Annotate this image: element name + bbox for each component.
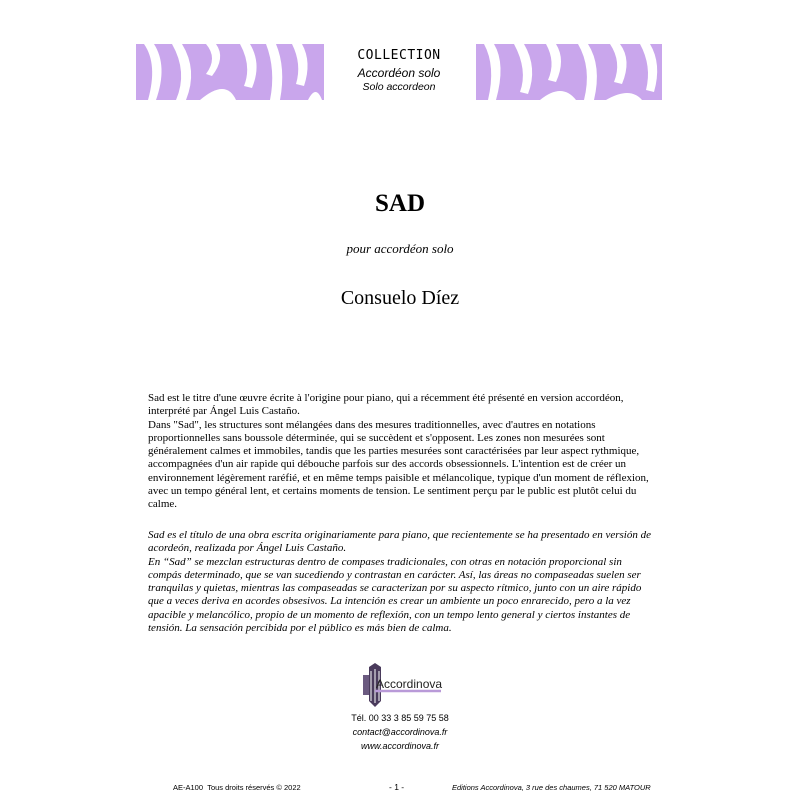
composer-name: Consuelo Díez <box>340 287 460 309</box>
rights-notice: Tous droits réservés © 2022 <box>207 783 301 792</box>
banner-text <box>324 48 474 98</box>
description-paragraph: Sad est le titre d'une œuvre écrite à l'origine pour piano, qui a récemment été présenté en version accordéon, interprété par Ángel Luis Castaño. <box>148 392 624 418</box>
collection-name-en: Solo accordeon <box>362 81 436 93</box>
description-french <box>148 392 658 512</box>
publisher-website[interactable]: www.accordinova.fr <box>360 741 440 751</box>
footer-left <box>173 783 301 792</box>
collection-label: COLLECTION <box>357 48 441 63</box>
description-paragraph: Dans "Sad", les structures sont mélangées dans des mesures traditionnelles, avec d'autres en notations proportionnelles sans boussole déterminée, qui se succèdent et s'opposent. Les zones non mesurées sont généralement calmes et immobiles, tandis que les parties mesurées sont caractérisées par leur aspect rythmique, accompagnées d'un air rapide qui débouche parfois sur des accords obsessionnels. L'intention est de créer un environnement légèrement raréfié, et en même temps paisible et mélancolique, typique d'un moment de réflexion, avec un tempo général lent, et certains moments de tension. Le sentiment perçu par le public est plutôt celui du calme. <box>148 418 649 511</box>
score-subtitle: pour accordéon solo <box>346 241 454 256</box>
collection-name-fr: Accordéon solo <box>357 66 441 80</box>
description-paragraph: En “Sad” se mezclan estructuras dentro de compases tradicionales, con otras en notación proporcional sin compás determinado, que se van sucediendo y contrastan en carácter. Así, las áreas no compaseadas suelen ser tranquilas y quietas, mientras las compaseadas se caracterizan por su aspecto rítmico, junto con un aire rápido que a veces deriva en acordes obsesivos. La intención es crear un ambiente un poco enrarecido, pero a la vez apacible y melancólico, propio de un momento de reflexión, con un tempo lento general y ciertos instantes de tensión. La sensación percibida por el público es más bien de calma. <box>148 555 642 635</box>
publisher-email[interactable]: contact@accordinova.fr <box>352 727 448 737</box>
publisher-address: Editions Accordinova, 3 rue des chaumes, 71 520 MATOUR <box>452 783 651 792</box>
description-spanish <box>148 529 658 635</box>
description-paragraph: Sad es el título de una obra escrita originariamente para piano, que recientemente se ha presentado en versión de acordeón, realizada por Ángel Luis Castaño. <box>148 529 651 555</box>
catalog-code: AE-A100 <box>173 783 204 792</box>
publisher-logo-text: Accordinova <box>376 677 443 691</box>
collection-banner <box>136 44 662 100</box>
page-number: - 1 - <box>389 782 405 792</box>
publisher-logo <box>355 661 445 711</box>
publisher-phone: Tél. 00 33 3 85 59 75 58 <box>351 713 449 723</box>
score-title: SAD <box>374 190 425 217</box>
